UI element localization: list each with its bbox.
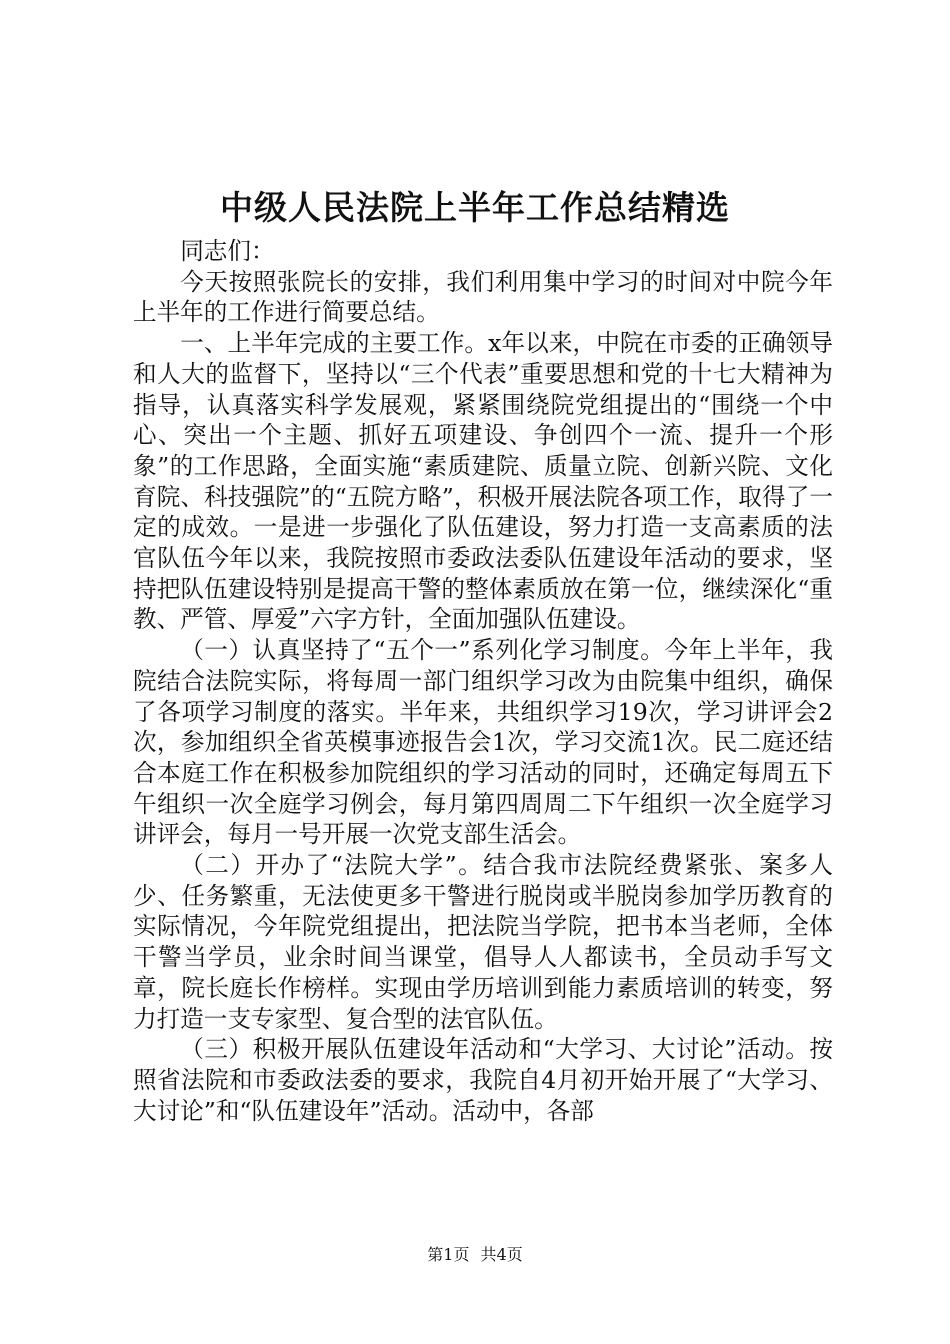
document-body <box>133 236 833 1126</box>
page-title: 中级人民法院上半年工作总结精选 <box>220 188 730 227</box>
paragraph-section-3: （三）积极开展队伍建设年活动和“大学习、大讨论”活动。按照省法院和市委政法委的要求，我院自4月初开始开展了“大学习、大讨论”和“队伍建设年”活动。活动中，各部 <box>133 1035 833 1125</box>
salutation: 同志们： <box>180 237 275 265</box>
paragraph-section-2: （二）开办了“法院大学”。结合我市法院经费紧张、案多人少、任务繁重，无法使更多干警进行脱岗或半脱岗参加学历教育的实际情况，今年院党组提出，把法院当学院，把书本当老师，全体干警当学员，业余时间当课堂，倡导人人都读书，全员动手写文章，院长庭长作榜样。实现由学历培训到能力素质培训的转变，努力打造一支专家型、复合型的法官队伍。 <box>133 851 833 1033</box>
page-number: 第1页 <box>427 1245 470 1264</box>
page-footer <box>0 1245 950 1265</box>
paragraph-main-work: 一、上半年完成的主要工作。x年以来，中院在市委的正确领导和人大的监督下，坚持以“三个代表”重要思想和党的十七大精神为指导，认真落实科学发展观，紧紧围绕院党组提出的“围绕一个中心、突出一个主题、抓好五项建设、争创四个一流、提升一个形象”的工作思路，全面实施“素质建院、质量立院、创新兴院、文化育院、科技强院”的“五院方略”，积极开展法院各项工作，取得了一定的成效。一是进一步强化了队伍建设，努力打造一支高素质的法官队伍今年以来，我院按照市委政法委队伍建设年活动的要求，坚持把队伍建设特别是提高干警的整体素质放在第一位，继续深化“重教、严管、厚爱”六字方针，全面加强队伍建设。 <box>133 329 833 634</box>
paragraph-intro: 今天按照张院长的安排，我们利用集中学习的时间对中院今年上半年的工作进行简要总结。 <box>133 267 833 327</box>
paragraph-section-1: （一）认真坚持了“五个一”系列化学习制度。今年上半年，我院结合法院实际，将每周一部门组织学习改为由院集中组织，确保了各项学习制度的落实。半年来，共组织学习19次，学习讲评会2次，参加组织全省英模事迹报告会1次，学习交流1次。民二庭还结合本庭工作在积极参加院组织的学习活动的同时，还确定每周五下午组织一次全庭学习例会，每月第四周周二下午组织一次全庭学习讲评会，每月一号开展一次党支部生活会。 <box>133 636 833 849</box>
page-total: 共4页 <box>480 1245 523 1264</box>
